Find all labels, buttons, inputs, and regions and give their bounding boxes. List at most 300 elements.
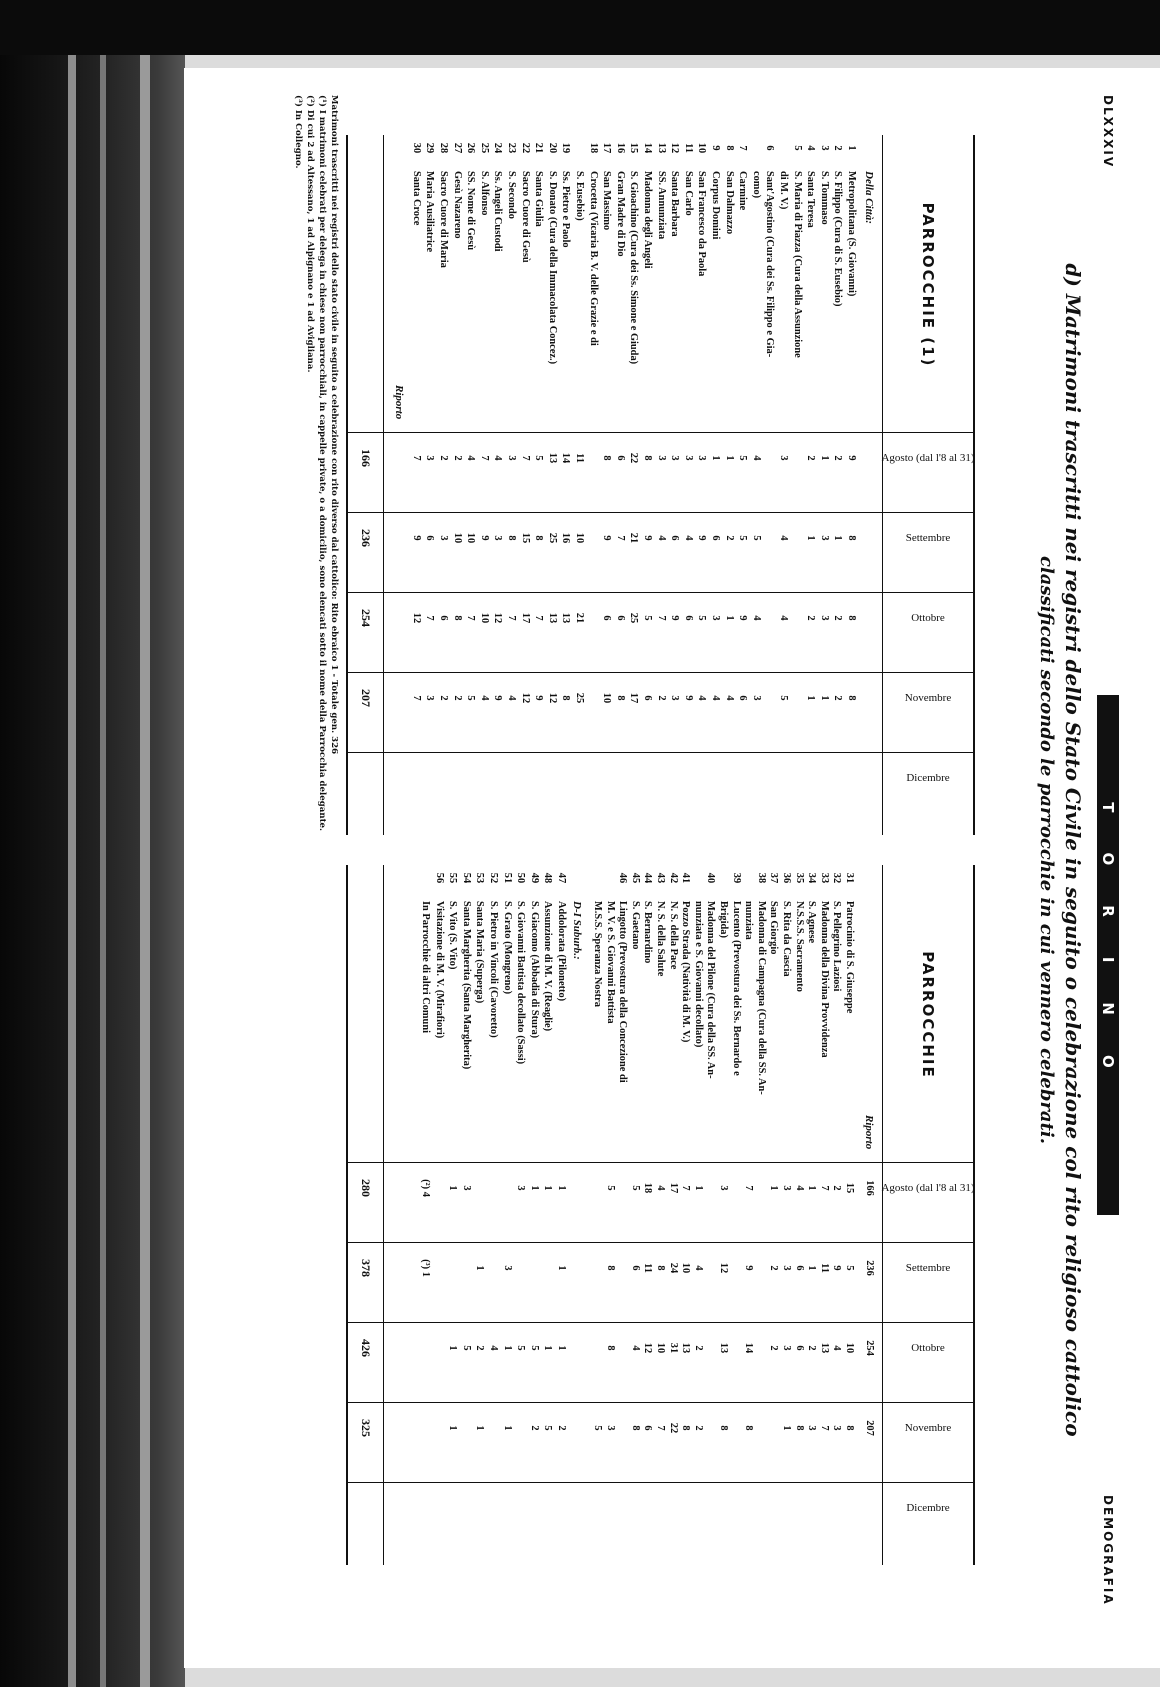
value-agosto: 17 — [667, 1182, 679, 1194]
month-header — [883, 1322, 973, 1374]
row-number: 25 — [478, 142, 490, 154]
parish-name: Brigida) — [718, 901, 729, 938]
row-number: 51 — [501, 872, 513, 884]
month-header — [883, 1162, 973, 1214]
left-table-header — [882, 135, 973, 835]
value-ottobre: 13 — [680, 1342, 692, 1354]
value-novembre: 6 — [737, 695, 749, 701]
parish-name: M.S.S. Speranza Nostra — [592, 901, 603, 1007]
parish-name: M. V. e S. Giovanni Battista — [604, 901, 616, 1024]
parish-name: S. Giacomo (Abbadia di Stura) — [528, 901, 540, 1039]
parish-name: S. Vito (S. Vito) — [447, 901, 459, 970]
value-novembre: 12 — [519, 692, 531, 704]
table-row — [587, 135, 599, 835]
row-number: 29 — [424, 142, 436, 154]
value-agosto: 1 — [710, 455, 721, 461]
value-settembre: 9 — [478, 535, 490, 541]
value-agosto: 11 — [574, 453, 585, 463]
value-agosto: 3 — [460, 1185, 472, 1191]
value-novembre: 4 — [723, 695, 735, 701]
value-ottobre: 2 — [474, 1345, 486, 1351]
table-row — [736, 135, 748, 835]
riporto-label: Riporto — [393, 385, 405, 420]
value-settembre: 4 — [682, 535, 694, 541]
parish-name: Santa Margherita (Santa Margherita) — [460, 901, 472, 1070]
value-settembre: 15 — [519, 532, 531, 544]
parish-name: S. Gioachino (Cura dei Ss. Simone e Giuda) — [628, 171, 640, 365]
value-agosto: 1 — [542, 1185, 554, 1191]
value-ottobre: 4 — [778, 615, 789, 621]
value-ottobre: 13 — [718, 1342, 729, 1354]
value-agosto: 1 — [447, 1185, 459, 1191]
table-row — [667, 865, 679, 1565]
value-agosto: 3 — [655, 455, 667, 461]
value-ottobre: 3 — [818, 615, 830, 621]
month-header — [883, 1482, 973, 1534]
table-row — [717, 865, 729, 1565]
value-ottobre: 10 — [655, 1342, 666, 1354]
value-agosto: 3 — [682, 455, 694, 461]
month-label: Agosto (dal l'8 al 31) — [881, 1182, 975, 1194]
parish-name: Metropolitana (S. Giovanni) — [846, 171, 857, 297]
table-row — [767, 865, 779, 1565]
section-label: Della Città: — [863, 171, 875, 224]
totals-row — [347, 135, 384, 835]
value-novembre: 2 — [556, 1425, 567, 1431]
total-value: 325 — [359, 1419, 373, 1437]
parish-name: S. Bernardino — [642, 901, 654, 964]
value-agosto: 5 — [533, 455, 545, 461]
page-edge-stripe — [68, 55, 76, 1687]
row-number: 54 — [460, 872, 472, 884]
value-agosto: 2 — [831, 1185, 843, 1191]
parish-name: S. Rita da Cascia — [781, 901, 792, 977]
value-settembre: 1 — [556, 1265, 567, 1271]
rotated-page-content — [295, 95, 1115, 1605]
month-label: Novembre — [904, 1422, 952, 1434]
value-ottobre: 7 — [533, 615, 545, 621]
value-agosto: 2 — [832, 455, 844, 461]
row-number: 35 — [793, 872, 805, 884]
row-number: 9 — [710, 145, 721, 151]
month-header — [883, 1402, 973, 1454]
value-novembre: 2 — [655, 695, 667, 701]
row-number: 30 — [410, 142, 422, 154]
value-settembre: 24 — [667, 1262, 679, 1274]
table-row — [843, 865, 855, 1565]
parish-name: S. Tommaso — [818, 171, 830, 225]
value-agosto: 1 — [556, 1185, 567, 1191]
value-ottobre: 6 — [682, 615, 694, 621]
value-agosto: 8 — [642, 455, 653, 461]
page-edge-stripe — [100, 55, 106, 1687]
parish-name: SS. Nome di Gesù — [465, 171, 477, 251]
parish-name: Assunzione di M. V. (Reaglie) — [542, 901, 554, 1032]
value-agosto: 4 — [750, 455, 762, 461]
value-agosto: 3 — [515, 1185, 527, 1191]
table-row — [682, 135, 694, 835]
value-agosto: 2 — [451, 455, 463, 461]
table-row — [818, 135, 830, 835]
parish-name: di M. V.) — [778, 171, 789, 210]
value-novembre: 4 — [696, 695, 708, 701]
value-settembre: 8 — [655, 1265, 666, 1271]
running-header-left: DLXXXIV — [1101, 95, 1115, 169]
value-agosto: 22 — [628, 452, 640, 464]
row-number: 55 — [447, 872, 459, 884]
parish-name: S. Maria di Piazza (Cura della Assunzione — [791, 171, 803, 358]
row-number: 8 — [723, 145, 735, 151]
month-label: Dicembre — [906, 772, 950, 784]
parish-name: Crocetta (Vicaria B. V. delle Grazie e di — [587, 171, 599, 346]
value-settembre: 7 — [614, 535, 626, 541]
row-number: 13 — [655, 142, 667, 154]
riporto-value: 166 — [864, 1180, 875, 1196]
value-novembre: 1 — [781, 1425, 792, 1431]
row-number: 15 — [628, 142, 640, 154]
riporto-label: Riporto — [863, 1115, 875, 1150]
month-header — [883, 1242, 973, 1294]
value-ottobre: 1 — [447, 1345, 459, 1351]
row-number: 18 — [587, 142, 599, 154]
total-value: 236 — [359, 529, 373, 547]
table-row — [629, 865, 641, 1565]
value-novembre: 5 — [542, 1425, 554, 1431]
value-settembre: 9 — [831, 1265, 843, 1271]
parish-name: Sacro Cuore di Maria — [438, 171, 449, 268]
value-settembre: 3 — [781, 1265, 792, 1271]
value-ottobre: 2 — [806, 1345, 818, 1351]
row-number: 11 — [682, 143, 694, 153]
value-novembre: 3 — [604, 1425, 616, 1431]
parish-name: Santa Croce — [410, 171, 422, 226]
footnote: (²) Di cui 2 ad Altessano, 1 ad Alpignano e 1 ad Avigliana. — [305, 95, 315, 373]
value-settembre: 8 — [506, 535, 517, 541]
value-agosto: (²) 4 — [420, 1179, 431, 1197]
parish-name: N. S. della Salute — [655, 901, 666, 977]
month-label: Novembre — [904, 692, 952, 704]
value-novembre: 8 — [614, 695, 626, 701]
row-number: 21 — [533, 142, 545, 154]
value-ottobre: 2 — [832, 615, 844, 621]
row-number: 44 — [642, 872, 654, 884]
value-settembre: 10 — [451, 532, 463, 544]
table-row — [804, 135, 816, 835]
row-number: 37 — [768, 872, 780, 884]
value-settembre: 9 — [642, 535, 653, 541]
value-agosto: 1 — [528, 1185, 540, 1191]
value-ottobre: 5 — [460, 1345, 472, 1351]
value-ottobre: 12 — [492, 612, 504, 624]
riporto-value: 254 — [864, 1340, 875, 1356]
value-agosto: 7 — [818, 1185, 830, 1191]
table-row — [793, 865, 805, 1565]
parish-name: Madonna di Campagna (Cura della SS. An- — [755, 901, 767, 1095]
value-novembre: 25 — [574, 692, 585, 704]
totals-row — [347, 865, 384, 1565]
value-novembre: 10 — [601, 692, 613, 704]
value-ottobre: 5 — [642, 615, 653, 621]
value-ottobre: 12 — [642, 1342, 654, 1354]
parish-name: Madonna degli Angeli — [642, 171, 653, 269]
value-settembre: 9 — [696, 535, 708, 541]
table-row — [723, 135, 735, 835]
row-number: 33 — [818, 872, 830, 884]
value-novembre: 8 — [680, 1425, 692, 1431]
row-number: 3 — [818, 145, 830, 151]
parish-name: Santa Teresa — [805, 171, 817, 228]
value-novembre: 3 — [669, 695, 681, 701]
value-agosto: 3 — [781, 1185, 792, 1191]
value-settembre: (³) 1 — [420, 1259, 431, 1277]
row-number: 32 — [831, 872, 843, 884]
value-agosto: 1 — [723, 455, 735, 461]
table-row — [627, 135, 639, 835]
row-number: 49 — [528, 872, 540, 884]
month-header — [883, 752, 973, 804]
table-row — [780, 865, 792, 1565]
value-settembre: 11 — [818, 1263, 830, 1273]
parish-name: S. Filippo (Cura di S. Eusebio) — [832, 171, 844, 307]
row-number: 42 — [667, 872, 679, 884]
month-label: Ottobre — [911, 612, 945, 624]
row-number: 53 — [474, 872, 486, 884]
table-row — [410, 135, 422, 835]
table-row — [831, 135, 843, 835]
row-number: 24 — [492, 142, 504, 154]
value-novembre: 9 — [533, 695, 545, 701]
value-agosto: 5 — [604, 1185, 616, 1191]
value-novembre: 22 — [667, 1422, 679, 1434]
riporto-value: 207 — [864, 1420, 875, 1436]
table-row — [437, 135, 449, 835]
value-ottobre: 25 — [628, 612, 640, 624]
value-agosto: 2 — [438, 455, 449, 461]
value-ottobre: 2 — [692, 1345, 704, 1351]
value-ottobre: 3 — [781, 1345, 792, 1351]
value-settembre: 1 — [805, 535, 817, 541]
value-novembre: 7 — [655, 1425, 666, 1431]
row-number: 17 — [601, 142, 613, 154]
table-row — [451, 135, 463, 835]
table-row — [679, 865, 691, 1565]
value-ottobre: 9 — [737, 615, 749, 621]
value-ottobre: 3 — [710, 615, 721, 621]
parish-name: S. Grato (Mongreno) — [501, 901, 513, 995]
value-novembre: 5 — [465, 695, 477, 701]
value-novembre: 2 — [832, 695, 844, 701]
parish-name: nunziata — [743, 901, 755, 940]
parish-name: Ss. Angeli Custodi — [492, 171, 504, 252]
value-settembre: 10 — [574, 532, 585, 544]
table-row — [777, 135, 789, 835]
value-settembre: 2 — [768, 1265, 780, 1271]
total-value: 280 — [359, 1179, 373, 1197]
value-novembre: 3 — [750, 695, 762, 701]
value-settembre: 8 — [604, 1265, 616, 1271]
value-settembre: 6 — [629, 1265, 641, 1271]
parish-name: Carmine — [737, 171, 749, 211]
value-ottobre: 6 — [614, 615, 626, 621]
value-novembre: 6 — [642, 1425, 654, 1431]
value-ottobre: 5 — [696, 615, 708, 621]
row-number: 2 — [832, 145, 844, 151]
row-number: 56 — [433, 872, 445, 884]
parish-name: S. Alfonso — [478, 171, 490, 216]
value-agosto: 14 — [560, 452, 572, 464]
value-novembre: 3 — [806, 1425, 818, 1431]
running-header-right: DEMOGRAFIA — [1101, 1495, 1115, 1606]
value-settembre: 6 — [793, 1265, 805, 1271]
value-agosto: 1 — [692, 1185, 704, 1191]
parish-name: N. S. della Pace — [667, 901, 679, 970]
value-novembre: 1 — [474, 1425, 486, 1431]
parish-name: San Carlo — [682, 171, 694, 216]
value-agosto: 5 — [737, 455, 749, 461]
value-settembre: 9 — [601, 535, 613, 541]
value-ottobre: 2 — [805, 615, 817, 621]
table-row — [460, 865, 472, 1565]
table-row — [532, 135, 544, 835]
value-settembre: 10 — [465, 532, 477, 544]
parish-name: Maria Ausiliatrice — [424, 171, 436, 253]
table-row — [709, 135, 721, 835]
riporto-value: 236 — [864, 1260, 875, 1276]
table-row — [668, 135, 680, 835]
parish-name: Visitazione di M. V. (Mirafiori) — [433, 901, 445, 1039]
total-value: 166 — [359, 449, 373, 467]
value-novembre: 7 — [410, 695, 422, 701]
parish-name: SS. Annunziata — [655, 171, 667, 240]
value-novembre: 5 — [778, 695, 789, 701]
value-novembre: 8 — [846, 695, 857, 701]
value-settembre: 4 — [692, 1265, 704, 1271]
value-ottobre: 13 — [546, 612, 558, 624]
value-novembre: 1 — [805, 695, 817, 701]
row-number: 41 — [680, 872, 692, 884]
value-agosto: 13 — [546, 452, 558, 464]
parish-name: S. Pietro in Vincoli (Cavoretto) — [488, 901, 499, 1038]
table-row — [423, 135, 435, 835]
table-row — [750, 135, 762, 835]
table-row — [559, 135, 571, 835]
table-row — [514, 865, 526, 1565]
table-row — [805, 865, 817, 1565]
value-agosto: 7 — [743, 1185, 755, 1191]
value-settembre: 9 — [743, 1265, 755, 1271]
value-novembre: 8 — [793, 1425, 805, 1431]
month-header — [883, 512, 973, 564]
row-number: 39 — [730, 872, 742, 884]
value-settembre: 5 — [844, 1265, 855, 1271]
value-ottobre: 7 — [424, 615, 436, 621]
book-binding-edge — [0, 55, 185, 1687]
running-header-center: TORINO — [1097, 695, 1119, 1215]
value-ottobre: 13 — [560, 612, 572, 624]
parish-name: S. Donato (Cura della Immacolata Concez.) — [546, 171, 558, 365]
left-table — [346, 135, 975, 835]
value-agosto: 9 — [846, 455, 857, 461]
value-agosto: 4 — [492, 455, 504, 461]
value-agosto: 3 — [778, 455, 789, 461]
value-novembre: 12 — [546, 692, 558, 704]
value-ottobre: 31 — [667, 1342, 679, 1354]
row-number: 22 — [519, 142, 531, 154]
row-number: 1 — [846, 145, 857, 151]
value-ottobre: 5 — [515, 1345, 527, 1351]
value-novembre: 17 — [628, 692, 640, 704]
table-row — [591, 865, 603, 1565]
parish-name: S. Secondo — [506, 171, 517, 219]
total-value: 207 — [359, 689, 373, 707]
row-number: 6 — [764, 145, 776, 151]
value-novembre: 8 — [844, 1425, 855, 1431]
row-number: 36 — [781, 872, 792, 884]
value-agosto: 1 — [806, 1185, 818, 1191]
row-number: 5 — [791, 145, 803, 151]
total-value: 254 — [359, 609, 373, 627]
parish-name: S. Agnese — [806, 901, 818, 944]
parish-name: Gran Madre di Dio — [614, 171, 626, 257]
parish-name: Gesù Nazareno — [451, 171, 463, 239]
value-ottobre: 6 — [438, 615, 449, 621]
value-settembre: 6 — [710, 535, 721, 541]
month-header — [883, 432, 973, 484]
parish-name: Santa Barbara — [669, 171, 681, 237]
page-edge-stripe — [140, 55, 150, 1687]
value-agosto: 7 — [478, 455, 490, 461]
table-row — [655, 135, 667, 835]
table-row — [464, 135, 476, 835]
table-row — [845, 135, 857, 835]
value-ottobre: 1 — [556, 1345, 567, 1351]
parish-name: Lingotto (Prevostura della Concezione di — [617, 901, 629, 1083]
table-row — [818, 865, 830, 1565]
value-settembre: 8 — [533, 535, 545, 541]
table-row — [600, 135, 612, 835]
value-novembre: 8 — [560, 695, 572, 701]
value-ottobre: 12 — [410, 612, 422, 624]
value-novembre: 1 — [501, 1425, 513, 1431]
row-number: 45 — [629, 872, 641, 884]
value-novembre: 8 — [743, 1425, 755, 1431]
parish-name: Patrocinio di S. Giuseppe — [844, 901, 855, 1014]
parish-name: Corpus Domini — [710, 171, 721, 240]
value-ottobre: 10 — [478, 612, 490, 624]
parish-name: Lucento (Prevostura dei Ss. Bernardo e — [730, 901, 742, 1076]
value-agosto: 7 — [680, 1185, 692, 1191]
value-ottobre: 1 — [723, 615, 735, 621]
parish-name: S. Eusebio) — [574, 171, 585, 221]
parish-name: Santa Maria (Superga) — [474, 901, 486, 1004]
parish-name: Sacro Cuore di Gesù — [519, 171, 531, 263]
value-ottobre: 13 — [818, 1342, 830, 1354]
value-agosto: 3 — [424, 455, 436, 461]
value-novembre: 3 — [831, 1425, 843, 1431]
value-agosto: 15 — [844, 1182, 855, 1194]
row-number: 10 — [696, 142, 708, 154]
value-agosto: 4 — [655, 1185, 666, 1191]
value-novembre: 4 — [506, 695, 517, 701]
parish-name: Madonna della Divina Provvidenza — [818, 901, 830, 1058]
parish-name: como) — [750, 171, 762, 199]
value-settembre: 9 — [410, 535, 422, 541]
value-ottobre: 4 — [750, 615, 762, 621]
parish-name: S. Giovanni Battista decollato (Sassi) — [515, 901, 527, 1065]
month-label: Agosto (dal l'8 al 31) — [881, 452, 975, 464]
table-row — [791, 135, 803, 835]
row-number: 28 — [438, 142, 449, 154]
